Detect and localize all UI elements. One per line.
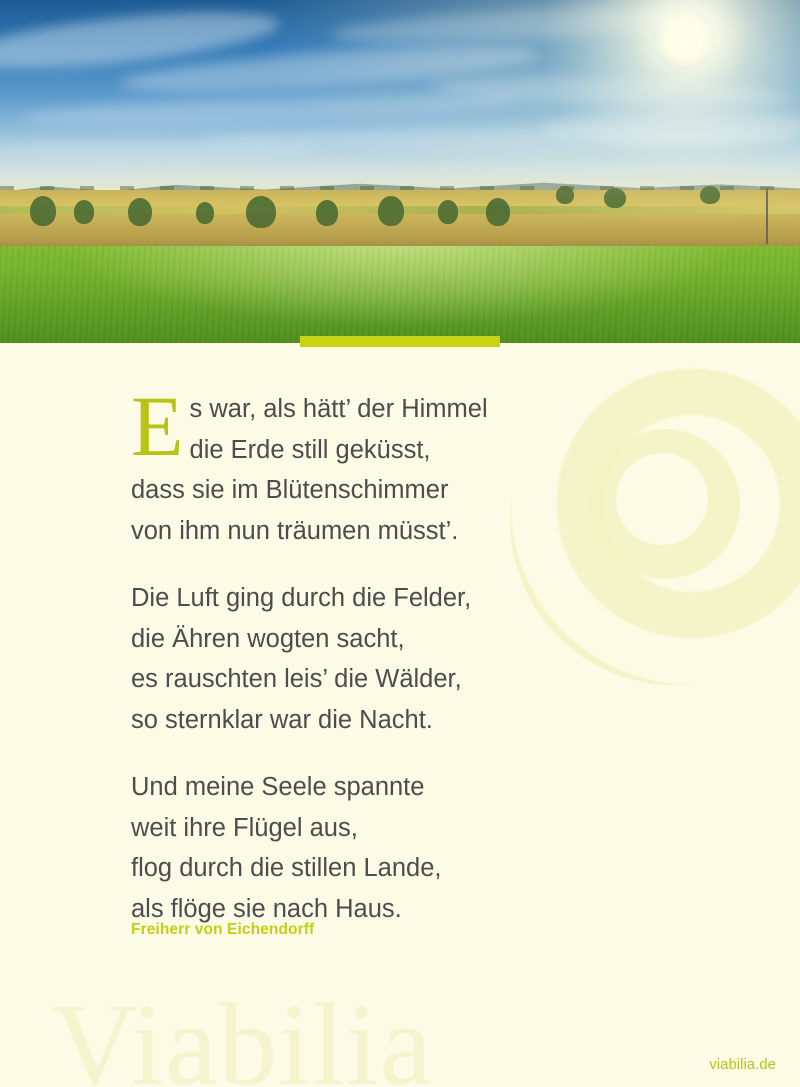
poem-line: es rauschten leis’ die Wälder,	[131, 665, 462, 693]
tree-shape	[438, 200, 458, 224]
tree-shape	[486, 198, 510, 226]
tree-shape	[700, 186, 720, 204]
utility-pole	[766, 188, 768, 244]
poem-body	[0, 343, 800, 1087]
poem-line: als flöge sie nach Haus.	[131, 894, 402, 923]
poem-text	[131, 378, 691, 956]
poem-line: flog durch die stillen Lande,	[131, 854, 442, 882]
poem-line: so sternklar war die Nacht.	[131, 705, 433, 734]
tree-shape	[556, 186, 574, 204]
stanza-3	[131, 767, 691, 929]
poem-line: von ihm nun träumen müsst’.	[131, 516, 459, 545]
poem-line: weit ihre Flügel aus,	[131, 813, 358, 842]
site-url-label: viabilia.de	[709, 1056, 776, 1073]
header-photo	[0, 0, 800, 343]
tree-shape	[316, 200, 338, 226]
poem-line: s war, als hätt’ der Himmel	[189, 395, 488, 423]
poem-line: dass sie im Blütenschimmer	[131, 476, 449, 504]
accent-divider	[300, 336, 500, 347]
poem-line: Die Luft ging durch die Felder,	[131, 584, 472, 612]
poem-line: die Erde still geküsst,	[189, 435, 431, 464]
tree-shape	[378, 196, 404, 226]
tree-shape	[604, 188, 626, 208]
tree-shape	[128, 198, 152, 226]
tree-shape	[30, 196, 56, 226]
tree-shape	[196, 202, 214, 224]
brand-watermark: Viabilia	[52, 979, 434, 1087]
tree-shape	[246, 196, 276, 228]
poem-line: Und meine Seele spannte	[131, 773, 425, 801]
drop-cap-letter: E	[131, 378, 184, 474]
stanza-2	[131, 578, 691, 740]
near-field	[0, 246, 800, 343]
tree-shape	[74, 200, 94, 224]
poem-author: Freiherr von Eichendorff	[131, 921, 315, 938]
stanza-1	[131, 378, 691, 551]
poem-line: die Ähren wogten sacht,	[131, 624, 405, 653]
